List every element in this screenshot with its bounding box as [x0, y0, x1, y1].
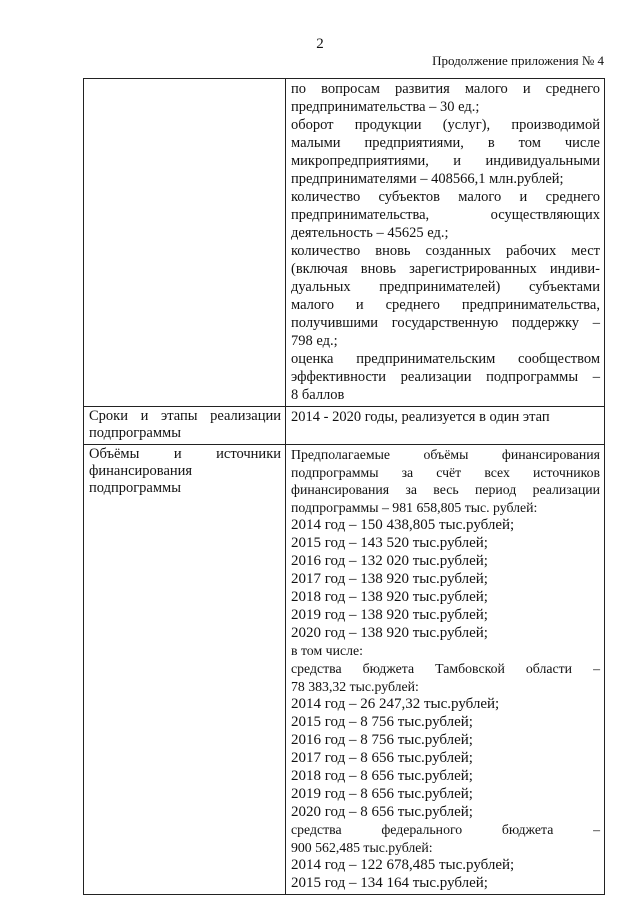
- text-line: подпрограммы: [89, 425, 181, 441]
- text-line: Объёмы и источники: [89, 446, 281, 462]
- text-line: 8 баллов: [291, 387, 345, 403]
- value-cell-indicators: [286, 79, 605, 407]
- text-line: (включая вновь зарегистрированных индиви-: [291, 261, 600, 277]
- text-line: по вопросам развития малого и среднего: [291, 81, 600, 97]
- label-cell-empty: [84, 79, 286, 407]
- text-line: предпринимателями – 408566,1 млн.рублей;: [291, 171, 564, 187]
- text-line: 2020 год – 8 656 тыс.рублей;: [291, 804, 473, 821]
- value-cell-timeline: [286, 407, 605, 445]
- text-line: 2014 год – 150 438,805 тыс.рублей;: [291, 517, 515, 534]
- text-line: подпрограммы: [89, 480, 181, 496]
- continuation-note: Продолжение приложения № 4: [432, 53, 604, 68]
- text-line: предпринимательства – 30 ед.;: [291, 99, 480, 115]
- text-line: в том числе:: [291, 643, 363, 659]
- text-line: средства федерального бюджета –: [291, 822, 600, 838]
- text-line: малого и среднего предпринимательства,: [291, 297, 600, 313]
- text-line: 798 ед.;: [291, 333, 338, 349]
- table-row-indicators: [84, 79, 605, 407]
- text-line: 2017 год – 138 920 тыс.рублей;: [291, 571, 488, 588]
- label-cell-timeline: [84, 407, 286, 445]
- text-line: 2016 год – 8 756 тыс.рублей;: [291, 732, 473, 749]
- table-row-funding: [84, 445, 605, 895]
- label-cell-funding: [84, 445, 286, 895]
- text-line: оценка предпринимательским сообществом: [291, 351, 600, 367]
- text-line: 78 383,32 тыс.рублей:: [291, 678, 419, 694]
- text-line: количество вновь созданных рабочих мест: [291, 243, 600, 259]
- text-line: 2016 год – 132 020 тыс.рублей;: [291, 553, 488, 570]
- text-line: средства бюджета Тамбовской области –: [291, 660, 600, 676]
- text-line: 2014 год – 122 678,485 тыс.рублей;: [291, 857, 515, 874]
- text-line: подпрограммы – 981 658,805 тыс. рублей:: [291, 499, 538, 515]
- value-cell-funding: [286, 445, 605, 895]
- text-line: 2014 - 2020 годы, реализуется в один этап: [291, 409, 550, 425]
- text-line: оборот продукции (услуг), производимой: [291, 117, 600, 133]
- text-line: микропредприятиями, и индивидуальными: [291, 153, 600, 169]
- text-line: 2019 год – 8 656 тыс.рублей;: [291, 786, 473, 803]
- table-row-timeline: [84, 407, 605, 445]
- text-line: 2019 год – 138 920 тыс.рублей;: [291, 607, 488, 624]
- text-line: 2017 год – 8 656 тыс.рублей;: [291, 750, 473, 767]
- text-line: малыми предприятиями, в том числе: [291, 135, 600, 151]
- text-line: дуальных предпринимателей) субъектами: [291, 279, 600, 295]
- text-line: 2015 год – 143 520 тыс.рублей;: [291, 535, 488, 552]
- text-line: 2018 год – 8 656 тыс.рублей;: [291, 768, 473, 785]
- text-line: количество субъектов малого и среднего: [291, 189, 600, 205]
- text-line: 2015 год – 134 164 тыс.рублей;: [291, 875, 488, 892]
- text-line: Предполагаемые объёмы финансирования: [291, 447, 600, 462]
- text-line: финансирования за весь период реализации: [291, 482, 600, 498]
- text-line: финансирования: [89, 463, 193, 479]
- text-line: подпрограммы за счёт всех источников: [291, 464, 600, 480]
- text-line: получившими государственную поддержку –: [291, 315, 600, 331]
- text-line: эффективности реализации подпрограммы –: [291, 369, 600, 385]
- page-number: 2: [316, 36, 324, 52]
- text-line: Сроки и этапы реализации: [89, 408, 281, 424]
- text-line: предпринимательства, осуществляющих: [291, 207, 600, 223]
- text-line: 2014 год – 26 247,32 тыс.рублей;: [291, 696, 500, 713]
- text-line: 2020 год – 138 920 тыс.рублей;: [291, 625, 488, 642]
- passport-table: [83, 78, 605, 895]
- text-line: 2018 год – 138 920 тыс.рублей;: [291, 589, 488, 606]
- text-line: деятельность – 45625 ед.;: [291, 225, 449, 241]
- text-line: 900 562,485 тыс.рублей:: [291, 839, 433, 855]
- text-line: 2015 год – 8 756 тыс.рублей;: [291, 714, 473, 731]
